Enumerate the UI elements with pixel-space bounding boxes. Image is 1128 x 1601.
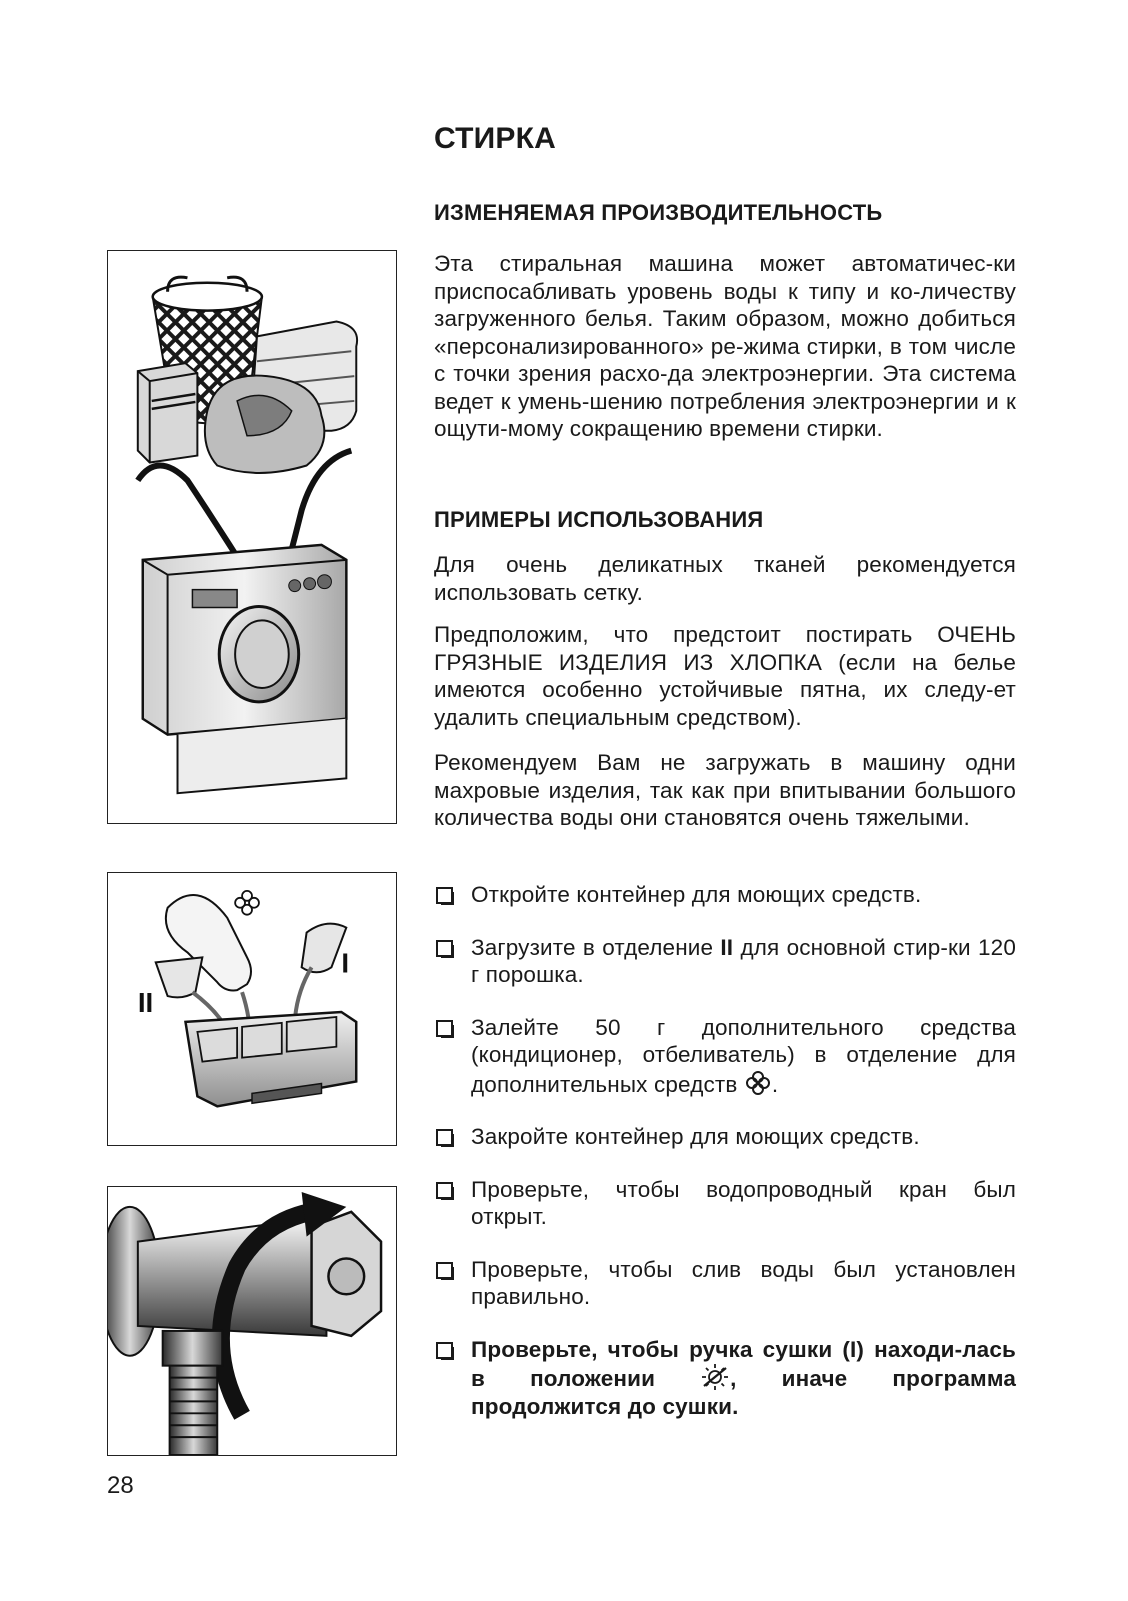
step-text-after: для основной стир-ки 120 г порошка. bbox=[471, 934, 1016, 987]
dispenser-label-prewash: I bbox=[341, 947, 350, 979]
list-item bbox=[434, 881, 1016, 909]
instruction-checklist bbox=[434, 881, 1016, 1420]
paragraph-terry-items: Рекомендуем Вам не загружать в машину одни махровые изделия, так как при впитывании большого количества воды они становятся очень тяжелыми. bbox=[434, 750, 1016, 830]
figure-laundry-machine bbox=[107, 250, 397, 824]
section-heading-usage-examples: ПРИМЕРЫ ИСПОЛЬЗОВАНИЯ bbox=[434, 507, 764, 532]
water-tap-illustration bbox=[108, 1187, 396, 1455]
page-title: СТИРКА bbox=[434, 122, 556, 155]
laundry-machine-illustration bbox=[108, 251, 396, 823]
list-item bbox=[434, 934, 1016, 989]
checkbox-icon bbox=[436, 1342, 453, 1359]
page-number: 28 bbox=[107, 1472, 134, 1499]
checkbox-icon bbox=[436, 1182, 453, 1199]
list-item bbox=[434, 1176, 1016, 1231]
flower-icon bbox=[744, 1069, 772, 1097]
checkbox-icon bbox=[436, 1262, 453, 1279]
step-text-before: Залейте 50 г дополнительного средства (кондиционер, отбеливатель) в отделение для дополнительных средств bbox=[471, 1014, 1016, 1097]
step-text-before: Проверьте, чтобы ручка сушки (I) находи-лась в положении bbox=[471, 1336, 1016, 1391]
checkbox-icon bbox=[436, 1129, 453, 1146]
list-item bbox=[434, 1123, 1016, 1151]
paragraph-variable-capacity: Эта стиральная машина может автоматичес-ки приспосабливать уровень воды к типу и ко-личеству загруженного белья. Таким образом, можно добиться «персонализированного» ре-жима стирки, в том числе с точки зрения расхо-да электроэнергии. Эта система ведет к умень-шению потребления электроэнергии и к ощути-мому сокращению времени стирки. bbox=[434, 251, 1016, 441]
step-text: Закройте контейнер для моющих средств. bbox=[471, 1124, 920, 1149]
step-text-before: Загрузите в отделение bbox=[471, 934, 721, 960]
step-text-after: . bbox=[771, 1071, 779, 1097]
step-text: Проверьте, чтобы слив воды был установлен правильно. bbox=[471, 1256, 1016, 1309]
dispenser-illustration bbox=[108, 873, 396, 1145]
checkbox-icon bbox=[436, 940, 453, 957]
list-item bbox=[434, 1336, 1016, 1421]
step-text-after: , иначе программа продолжится до сушки. bbox=[471, 1366, 1016, 1419]
checkbox-icon bbox=[436, 887, 453, 904]
no-drying-icon bbox=[700, 1363, 730, 1391]
paragraph-dirty-cotton: Предположим, что предстоит постирать ОЧЕНЬ ГРЯЗНЫЕ ИЗДЕЛИЯ ИЗ ХЛОПКА (если на белье имеются особенно устойчивые пятна, их следу-ет удалить специальным средством). bbox=[434, 622, 1016, 730]
compartment-mark: II bbox=[720, 934, 734, 960]
step-text: Проверьте, чтобы водопроводный кран был открыт. bbox=[471, 1176, 1016, 1229]
dispenser-label-main-wash: II bbox=[137, 986, 154, 1018]
list-item bbox=[434, 1256, 1016, 1311]
checkbox-icon bbox=[436, 1020, 453, 1037]
list-item bbox=[434, 1014, 1016, 1099]
section-heading-variable-capacity: ИЗМЕНЯЕМАЯ ПРОИЗВОДИТЕЛЬНОСТЬ bbox=[434, 200, 883, 225]
step-text: Откройте контейнер для моющих средств. bbox=[471, 882, 922, 907]
paragraph-delicate-fabrics: Для очень деликатных тканей рекомендуется использовать сетку. bbox=[434, 552, 1016, 605]
figure-detergent-dispenser bbox=[107, 872, 397, 1146]
figure-water-tap bbox=[107, 1186, 397, 1456]
